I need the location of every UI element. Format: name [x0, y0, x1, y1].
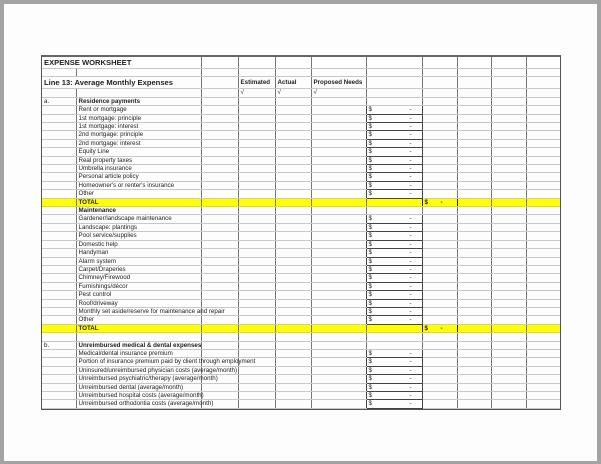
- currency-symbol: $: [368, 240, 372, 248]
- expense-label: Pool service/supplies: [76, 232, 201, 240]
- total-amount-cell[interactable]: [422, 198, 457, 206]
- expense-row: [42, 165, 560, 173]
- amount-value: -: [409, 223, 412, 231]
- amount-value: -: [409, 392, 412, 399]
- amount-value: -: [409, 232, 412, 240]
- amount-cell[interactable]: [366, 307, 422, 315]
- amount-value: -: [409, 240, 412, 248]
- amount-cell[interactable]: [366, 173, 422, 181]
- amount-cell[interactable]: [366, 106, 422, 114]
- amount-cell[interactable]: [366, 131, 422, 139]
- amount-value: -: [409, 375, 412, 383]
- total-amount-value: -: [440, 198, 443, 206]
- amount-cell[interactable]: [366, 223, 422, 231]
- currency-symbol: $: [368, 291, 372, 299]
- amount-cell[interactable]: [366, 240, 422, 248]
- currency-symbol: $: [368, 265, 372, 273]
- expense-row: [42, 148, 560, 156]
- worksheet-subtitle: Line 13: Average Monthly Expenses: [42, 77, 201, 89]
- amount-value: -: [409, 282, 412, 290]
- expense-row: [42, 181, 560, 189]
- amount-value: -: [409, 257, 412, 265]
- expense-row: [42, 375, 560, 383]
- currency-symbol: $: [368, 316, 372, 324]
- expense-row: [42, 358, 560, 366]
- worksheet-table: [42, 57, 560, 409]
- expense-label: Real property taxes: [76, 156, 201, 164]
- expense-row: [42, 265, 560, 273]
- expense-label: Gardener/landscape maintenance: [76, 215, 201, 223]
- amount-cell[interactable]: [366, 181, 422, 189]
- expense-worksheet: [41, 55, 561, 410]
- expense-row: [42, 349, 560, 357]
- amount-value: -: [409, 249, 412, 257]
- amount-cell[interactable]: [366, 358, 422, 366]
- currency-symbol: $: [368, 223, 372, 231]
- amount-value: -: [409, 265, 412, 273]
- amount-cell[interactable]: [366, 349, 422, 357]
- expense-row: [42, 257, 560, 265]
- expense-label: Other: [76, 190, 201, 198]
- check-row: [42, 89, 560, 97]
- section-letter: b.: [42, 341, 76, 349]
- total-amount-value: -: [440, 324, 443, 332]
- currency-symbol: $: [368, 299, 372, 307]
- amount-cell[interactable]: [366, 274, 422, 282]
- expense-label: Domestic help: [76, 240, 201, 248]
- total-row: [42, 198, 560, 206]
- expense-label: Unreimbursed dental (average/month): [76, 383, 201, 391]
- section-heading-row: [42, 341, 560, 349]
- amount-value: -: [409, 148, 412, 156]
- expense-row: [42, 282, 560, 290]
- amount-cell[interactable]: [366, 291, 422, 299]
- column-header-estimated: Estimated: [238, 77, 275, 89]
- amount-cell[interactable]: [366, 123, 422, 131]
- expense-row: [42, 274, 560, 282]
- total-row: [42, 324, 560, 332]
- expense-label: Medical/dental insurance premium: [76, 349, 201, 357]
- currency-symbol: $: [424, 324, 428, 332]
- currency-symbol: $: [368, 123, 372, 131]
- amount-cell[interactable]: [366, 316, 422, 324]
- expense-row: [42, 291, 560, 299]
- currency-symbol: $: [368, 392, 372, 399]
- amount-value: -: [409, 366, 412, 374]
- amount-value: -: [409, 131, 412, 139]
- expense-label: Unreimbursed orthodontia costs (average/month): [76, 400, 201, 408]
- expense-row: [42, 156, 560, 164]
- expense-label: 2nd mortgage: interest: [76, 139, 201, 147]
- expense-label: Other: [76, 316, 201, 324]
- currency-symbol: $: [368, 173, 372, 181]
- currency-symbol: $: [368, 307, 372, 315]
- expense-row: [42, 223, 560, 231]
- amount-value: -: [409, 383, 412, 391]
- amount-cell[interactable]: [366, 249, 422, 257]
- expense-label: 2nd mortgage: principle: [76, 131, 201, 139]
- expense-label: Chimney/Firewood: [76, 274, 201, 282]
- amount-value: -: [409, 165, 412, 173]
- expense-row: [42, 400, 560, 408]
- total-amount-cell[interactable]: [422, 324, 457, 332]
- expense-label: Equity Line: [76, 148, 201, 156]
- check-mark-actual: √: [275, 89, 311, 97]
- subtitle-row: [42, 77, 560, 89]
- currency-symbol: $: [368, 375, 372, 383]
- section-heading-row: [42, 97, 560, 105]
- section-heading-row: [42, 207, 560, 215]
- amount-value: -: [409, 400, 412, 408]
- currency-symbol: $: [424, 198, 428, 206]
- expense-label: Roof/driveway: [76, 299, 201, 307]
- currency-symbol: $: [368, 232, 372, 240]
- amount-cell[interactable]: [366, 400, 422, 408]
- section-letter: [42, 207, 76, 215]
- amount-value: -: [409, 316, 412, 324]
- amount-value: -: [409, 274, 412, 282]
- expense-row: [42, 249, 560, 257]
- expense-row: [42, 392, 560, 400]
- expense-label: 1st mortgage: principle: [76, 114, 201, 122]
- currency-symbol: $: [368, 257, 372, 265]
- amount-cell[interactable]: [366, 383, 422, 391]
- expense-label: Unreimbursed psychiatric/therapy (average/month): [76, 375, 201, 383]
- expense-row: [42, 299, 560, 307]
- expense-label: Umbrella insurance: [76, 165, 201, 173]
- amount-cell[interactable]: [366, 215, 422, 223]
- expense-row: [42, 114, 560, 122]
- section-heading: Unreimbursed medical & dental expenses: [76, 341, 201, 349]
- expense-row: [42, 215, 560, 223]
- expense-label: Handyman: [76, 249, 201, 257]
- expense-row: [42, 173, 560, 181]
- expense-label: Furnishings/décor: [76, 282, 201, 290]
- currency-symbol: $: [368, 215, 372, 223]
- total-label: TOTAL: [76, 198, 201, 206]
- amount-value: -: [409, 173, 412, 181]
- currency-symbol: $: [368, 383, 372, 391]
- amount-value: -: [409, 106, 412, 114]
- amount-value: -: [409, 358, 412, 366]
- amount-cell[interactable]: [366, 282, 422, 290]
- amount-cell[interactable]: [366, 114, 422, 122]
- expense-label: Landscape: plantings: [76, 223, 201, 231]
- expense-row: [42, 131, 560, 139]
- total-label: TOTAL: [76, 324, 201, 332]
- expense-label: Monthly set aside/reserve for maintenance and repair: [76, 307, 201, 315]
- expense-row: [42, 316, 560, 324]
- currency-symbol: $: [368, 400, 372, 408]
- worksheet-title: EXPENSE WORKSHEET: [42, 57, 201, 69]
- currency-symbol: $: [368, 156, 372, 164]
- check-mark-estimated: √: [238, 89, 275, 97]
- amount-value: -: [409, 349, 412, 357]
- amount-value: -: [409, 291, 412, 299]
- amount-cell[interactable]: [366, 232, 422, 240]
- amount-value: -: [409, 190, 412, 198]
- amount-cell[interactable]: [366, 375, 422, 383]
- currency-symbol: $: [368, 165, 372, 173]
- document-page: [4, 4, 597, 461]
- expense-label: Rent or mortgage: [76, 106, 201, 114]
- currency-symbol: $: [368, 131, 372, 139]
- currency-symbol: $: [368, 114, 372, 122]
- expense-row: [42, 240, 560, 248]
- amount-value: -: [409, 215, 412, 223]
- amount-value: -: [409, 114, 412, 122]
- expense-row: [42, 383, 560, 391]
- amount-value: -: [409, 181, 412, 189]
- expense-label: Alarm system: [76, 257, 201, 265]
- amount-cell[interactable]: [366, 257, 422, 265]
- amount-cell[interactable]: [366, 156, 422, 164]
- currency-symbol: $: [368, 190, 372, 198]
- currency-symbol: $: [368, 366, 372, 374]
- section-heading: Residence payments: [76, 97, 201, 105]
- expense-row: [42, 232, 560, 240]
- currency-symbol: $: [368, 106, 372, 114]
- amount-value: -: [409, 123, 412, 131]
- amount-cell[interactable]: [366, 190, 422, 198]
- expense-label: Portion of insurance premium paid by client through employment: [76, 358, 201, 366]
- section-heading: Maintenance: [76, 207, 201, 215]
- amount-cell[interactable]: [366, 392, 422, 400]
- amount-cell[interactable]: [366, 366, 422, 374]
- expense-label: 1st mortgage: interest: [76, 123, 201, 131]
- title-row: [42, 57, 560, 69]
- expense-row: [42, 366, 560, 374]
- amount-cell[interactable]: [366, 165, 422, 173]
- amount-value: -: [409, 156, 412, 164]
- currency-symbol: $: [368, 249, 372, 257]
- expense-row: [42, 139, 560, 147]
- amount-cell[interactable]: [366, 139, 422, 147]
- expense-row: [42, 190, 560, 198]
- amount-value: -: [409, 139, 412, 147]
- expense-row: [42, 123, 560, 131]
- amount-cell[interactable]: [366, 299, 422, 307]
- amount-cell[interactable]: [366, 148, 422, 156]
- amount-value: -: [409, 307, 412, 315]
- currency-symbol: $: [368, 148, 372, 156]
- expense-row: [42, 106, 560, 114]
- expense-label: Pest control: [76, 291, 201, 299]
- column-header-actual: Actual: [275, 77, 311, 89]
- currency-symbol: $: [368, 139, 372, 147]
- check-mark-proposed: √: [311, 89, 366, 97]
- expense-label: Carpet/Draperies: [76, 265, 201, 273]
- expense-row: [42, 307, 560, 315]
- amount-value: -: [409, 299, 412, 307]
- currency-symbol: $: [368, 349, 372, 357]
- expense-label: Homeowner's or renter's insurance: [76, 181, 201, 189]
- section-letter: a.: [42, 97, 76, 105]
- currency-symbol: $: [368, 358, 372, 366]
- expense-label: Personal article policy: [76, 173, 201, 181]
- expense-label: Unreimbursed hospital costs (average/month): [76, 392, 201, 400]
- column-header-proposed-needs: Proposed Needs: [311, 77, 366, 89]
- currency-symbol: $: [368, 274, 372, 282]
- expense-label: Uninsured/unreimbursed physician costs (average/month): [76, 366, 201, 374]
- amount-cell[interactable]: [366, 265, 422, 273]
- currency-symbol: $: [368, 282, 372, 290]
- currency-symbol: $: [368, 181, 372, 189]
